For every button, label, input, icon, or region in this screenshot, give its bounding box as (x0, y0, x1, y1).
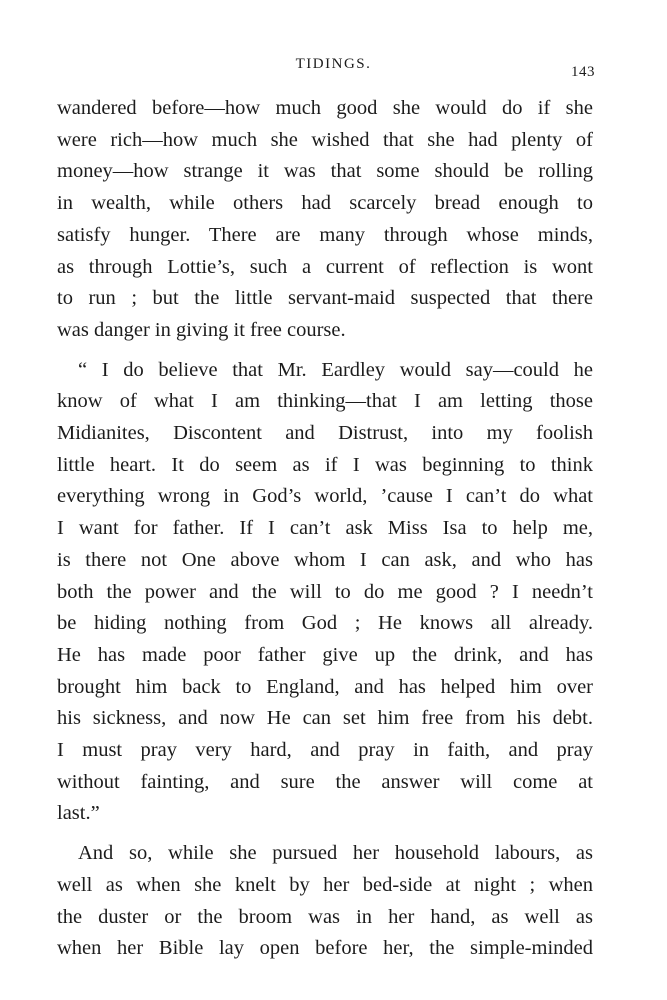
text-line: brought him back to England, and has helped him over (57, 675, 593, 698)
running-title: TIDINGS. (295, 56, 372, 72)
paragraph-3 (57, 838, 593, 965)
paragraph-gap (57, 830, 593, 838)
paragraph-gap (57, 347, 593, 355)
text-line: “ I do believe that Mr. Eardley would say—could he (78, 358, 593, 381)
text-line: when her Bible lay open before her, the simple-minded (57, 937, 593, 960)
text-line: the duster or the broom was in her hand, as well as (57, 905, 593, 928)
text-line: last.” (57, 802, 100, 825)
text-line: in wealth, while others had scarcely bread enough to (57, 192, 593, 215)
text-line: I must pray very hard, and pray in faith, and pray (57, 739, 593, 762)
text-line: to run ; but the little servant-maid suspected that there (57, 287, 593, 310)
text-line: were rich—how much she wished that she had plenty of (57, 128, 593, 151)
text-line: He has made poor father give up the drink, and has (57, 643, 593, 666)
text-line: And so, while she pursued her household labours, as (78, 842, 593, 865)
paragraph-2 (57, 355, 593, 831)
text-line: I want for father. If I can’t ask Miss Isa to help me, (57, 517, 593, 540)
page-number: 143 (571, 64, 595, 80)
text-line: both the power and the will to do me good ? I needn’t (57, 580, 593, 603)
text-line: money—how strange it was that some should be rolling (57, 160, 593, 183)
text-line: everything wrong in God’s world, ’cause I can’t do what (57, 485, 593, 508)
text-line: well as when she knelt by her bed-side at night ; when (57, 873, 593, 896)
text-line: without fainting, and sure the answer will come at (57, 770, 593, 793)
paragraph-1 (57, 93, 593, 347)
text-line: is there not One above whom I can ask, and who has (57, 548, 593, 571)
text-line: little heart. It do seem as if I was beginning to think (57, 453, 593, 476)
body-text (57, 93, 593, 965)
text-line: be hiding nothing from God ; He knows all already. (57, 612, 593, 635)
text-line: as through Lottie’s, such a current of reflection is wont (57, 255, 593, 278)
text-line: Midianites, Discontent and Distrust, into my foolish (57, 422, 593, 445)
text-line: his sickness, and now He can set him free from his debt. (57, 707, 593, 730)
text-line: wandered before—how much good she would do if she (57, 97, 593, 119)
running-head (0, 56, 667, 80)
text-line: was danger in giving it free course. (57, 318, 346, 341)
text-line: satisfy hunger. There are many through whose minds, (57, 223, 593, 246)
text-line: know of what I am thinking—that I am letting those (57, 390, 593, 413)
